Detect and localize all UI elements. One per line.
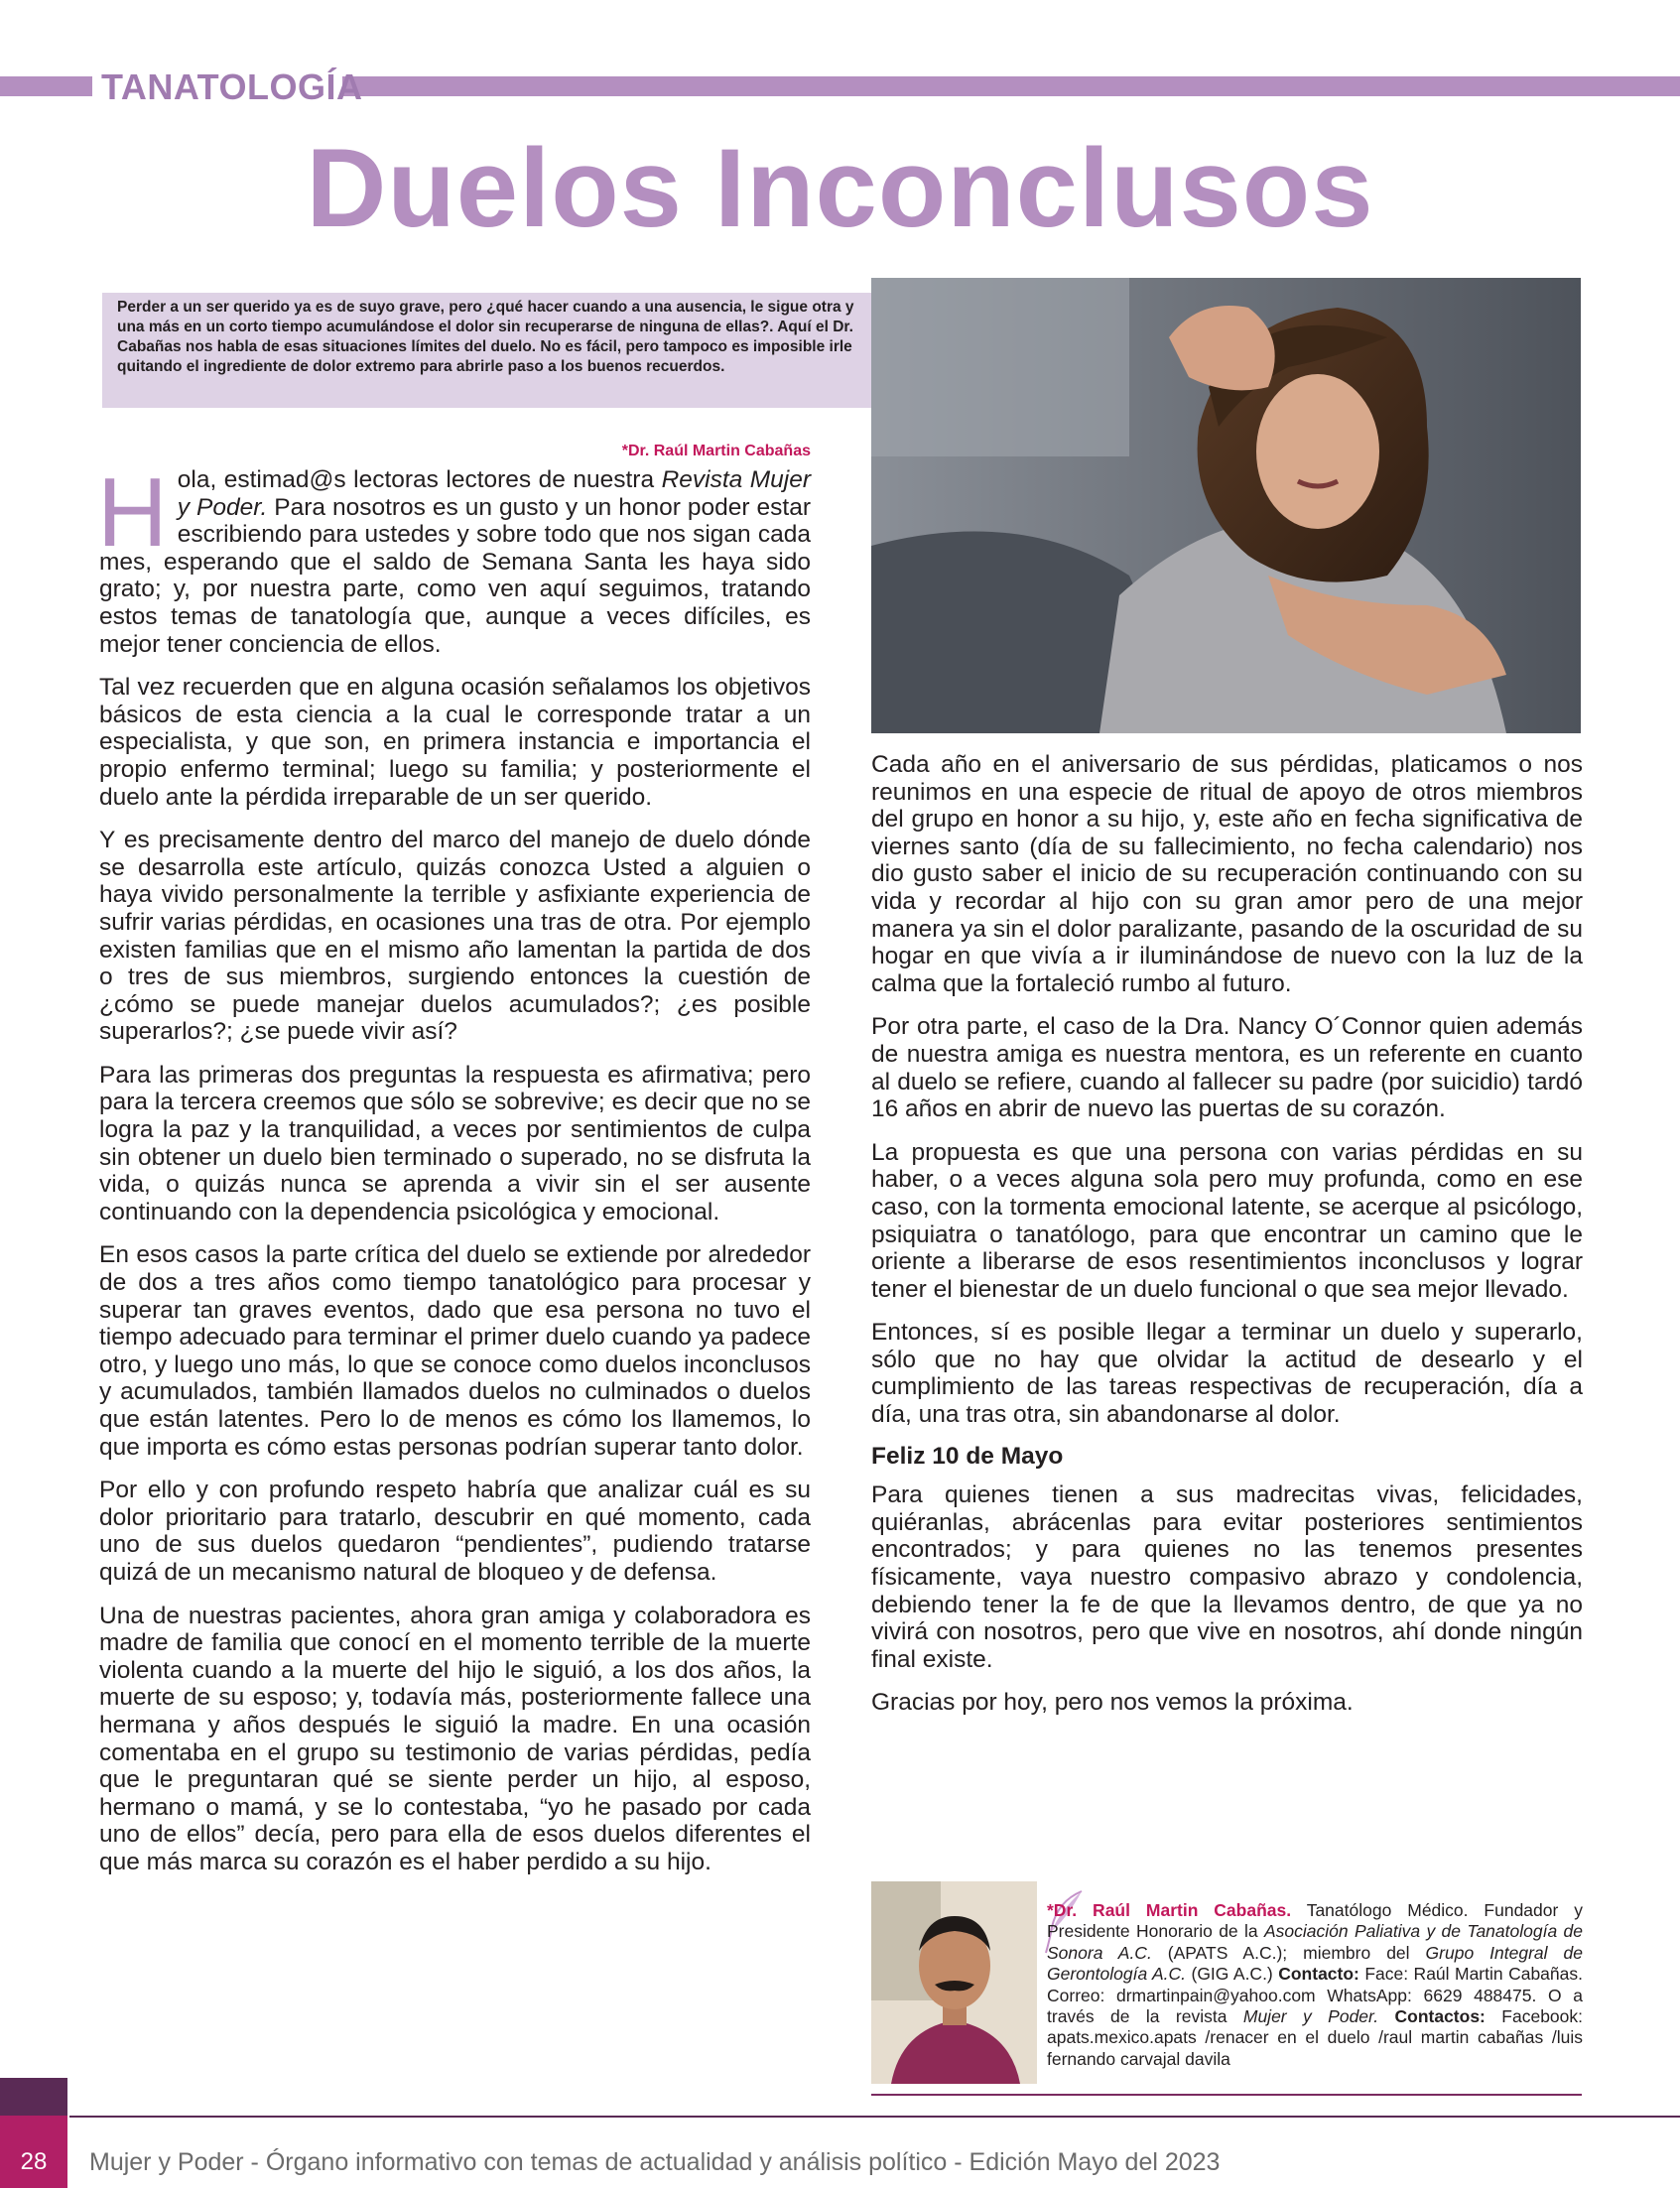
paragraph: Una de nuestras pacientes, ahora gran amiga y colaboradora es madre de familia que conocí en el momento terrible de la muerte violenta cuando a la muerte del hijo le siguió, a los dos años, la muerte de su esposo; y, todavía más, posteriormente fallece una hermana y años después le siguió la madre. En una ocasión comentaba en el grupo su testimonio de varias pérdidas, pedía que le preguntaran qué se siente perder un hijo, al esposo, hermano o mamá, y se lo contestaba, “yo he pasado por cada uno de ellos” decía, pero para ella de esos duelos diferentes el que más marca su corazón es el haber perdido a su hijo. bbox=[99, 1602, 811, 1875]
bio-text: Facebook: apats.mexico.apats /renacer en el duelo /raul martin cabañas /luis fernando carvajal davila bbox=[1047, 2006, 1584, 2069]
paragraph bbox=[97, 457, 812, 658]
right-column bbox=[871, 751, 1583, 1733]
paragraph: Cada año en el aniversario de sus pérdidas, platicamos o nos reunimos en una especie de ritual de apoyo de otros miembros del grupo en honor a su hijo, y, este año en fecha significativa de viernes santo (día de su fallecimiento, no fecha calendario) nos dio gusto saber el inicio de su recuperación continuando con su vida y recordar al hijo con su gran amor pero de una mejor manera ya sin el dolor paralizante, pasando de la oscuridad de su hogar en que vivía a ir iluminándose de nuevo con la luz de la calma que la fortaleció rumbo al futuro. bbox=[871, 751, 1583, 997]
author-name: *Dr. Raúl Martin Cabañas. bbox=[1047, 1900, 1292, 1920]
footer-text: Mujer y Poder - Órgano informativo con temas de actualidad y análisis político - Edición Mayo del 2023 bbox=[89, 2148, 1221, 2176]
author-portrait bbox=[871, 1881, 1037, 2084]
paragraph: La propuesta es que una persona con varias pérdidas en su haber, o a veces alguna sola pero muy profunda, como en ese caso, con la tormenta emocional latente, se acerque al psicólogo, psiquiatra o tanatólogo, para que encontrar un camino que le oriente a liberarse de esos resentimientos inconclusos y lograr tener el bienestar de un duelo funcional o que sea mejor llevado. bbox=[871, 1138, 1583, 1303]
paragraph: Y es precisamente dentro del marco del manejo de duelo dónde se desarrolla este artículo, quizás conozca Usted a alguien o haya vivido personalmente la terrible y asfixiante experiencia de sufrir varias pérdidas, en ocasiones una tras de otra. Por ejemplo existen familias que en el mismo año lamentan la partida de dos o tres de sus miembros, surgiendo entonces la cuestión de ¿cómo se puede manejar duelos acumulados?; ¿es posible superarlos?; ¿se puede vivir así? bbox=[99, 827, 811, 1046]
magazine-name: Revista Mujer y Poder. bbox=[177, 466, 812, 521]
bio-text: (GIG A.C.) bbox=[1186, 1964, 1279, 1985]
bio-organization: Asociación Paliativa y de Tanatología de Sonora A.C. bbox=[1047, 1921, 1583, 1963]
author-divider bbox=[871, 2094, 1582, 2096]
intro-box bbox=[102, 293, 873, 408]
subheading: Feliz 10 de Mayo bbox=[871, 1442, 1064, 1470]
section-label: TANATOLOGÍA bbox=[101, 66, 363, 107]
paragraph: Por otra parte, el caso de la Dra. Nancy O´Connor quien además de nuestra amiga es nuestra mentora, es un referente en cuanto al duelo se refiere, cuando al fallecer su padre (por suicidio) tardó 16 años en abrir de nuevo las puertas de su corazón. bbox=[871, 1013, 1583, 1123]
left-column bbox=[97, 457, 812, 1892]
intro-text: Perder a un ser querido ya es de suyo grave, pero ¿qué hacer cuando a una ausencia, le sigue otra y una más en un corto tiempo acumulándose el dolor sin recuperarse de ninguna de ellas?. Aquí el Dr. Cabañas nos habla de esas situaciones límites del duelo. No es fácil, pero tampoco es imposible irle quitando el ingrediente de dolor extremo para abrirle paso a los buenos recuerdos. bbox=[117, 299, 854, 375]
drop-cap: H bbox=[97, 457, 168, 567]
bio-text: Face: Raúl Martin Cabañas. Correo: drmartinpain@yahoo.com WhatsApp: 6629 488475. O a través de la revista bbox=[1047, 1964, 1583, 2027]
page-number: 28 bbox=[20, 2148, 48, 2175]
paragraph: Tal vez recuerden que en alguna ocasión señalamos los objetivos básicos de esta ciencia a la cual le corresponde tratar a un especialista, y que son, en primera instancia e importancia el propio enfermo terminal; luego su familia; y posteriormente el duelo ante la pérdida irreparable de un ser querido. bbox=[99, 674, 811, 811]
bio-label: Contacto: bbox=[1278, 1964, 1359, 1985]
bio-text bbox=[1378, 2006, 1394, 2026]
paragraph: Por ello y con profundo respeto habría que analizar cuál es su dolor prioritario para tratarlo, descubrir en qué momento, cada uno de sus duelos quedaron “pendientes”, pudiendo tratarse quizá de un mecanismo natural de bloqueo y de defensa. bbox=[99, 1477, 811, 1586]
article-title: Duelos Inconclusos bbox=[306, 126, 1374, 250]
section-bar-right bbox=[342, 76, 1680, 96]
grieving-woman-photo bbox=[871, 278, 1581, 733]
paragraph-text: Para nosotros es un gusto y un honor poder estar escribiendo para ustedes y sobre todo que nos sigan cada mes, esperando que el saldo de Semana Santa les haya sido grato; y, por nuestra parte, como ven aquí seguimos, tratando estos temas de tanatología que, aunque a veces difíciles, es mejor tener conciencia de ellos. bbox=[99, 493, 811, 658]
photo-illustration bbox=[871, 278, 1581, 733]
bio-text: (APATS A.C.); miembro del bbox=[1151, 1942, 1426, 1963]
paragraph-text: ola, estimad@s lectoras lectores de nuestra bbox=[177, 466, 662, 493]
bio-magazine: Mujer y Poder. bbox=[1242, 2006, 1379, 2027]
author-bio-text bbox=[1047, 1900, 1583, 2070]
paragraph: En esos casos la parte crítica del duelo se extiende por alrededor de dos a tres años como tiempo tanatológico para procesar y superar tan graves eventos, dado que esa persona no tuvo el tiempo adecuado para terminar el primer duelo cuando ya padece otro, y luego uno más, lo que se conoce como duelos inconclusos y acumulados, también llamados duelos no culminados o duelos que están latentes. Pero lo de menos es cómo los llamemos, lo que importa es cómo estas personas podrían superar tanto dolor. bbox=[99, 1241, 811, 1461]
bio-label: Contactos: bbox=[1394, 2006, 1486, 2027]
bio-text: Tanatólogo Médico. Fundador y Presidente Honorario de la bbox=[1047, 1900, 1583, 1942]
section-bar-left bbox=[0, 76, 92, 96]
paragraph: Entonces, sí es posible llegar a terminar un duelo y superarlo, sólo que no hay que olvidar la actitud de desearlo y el cumplimiento de las tareas respectivas de recuperación, día a día, una tras otra, sin abandonarse al dolor. bbox=[871, 1319, 1583, 1429]
footer-rule bbox=[69, 2116, 1680, 2118]
author-photo bbox=[871, 1881, 1037, 2084]
paragraph: Gracias por hoy, pero nos vemos la próxima. bbox=[871, 1689, 1354, 1717]
author-bio bbox=[1047, 1900, 1583, 2070]
byline: *Dr. Raúl Martin Cabañas bbox=[621, 443, 811, 459]
paragraph: Para las primeras dos preguntas la respuesta es afirmativa; pero para la tercera creemos que sólo se sobrevive; es decir que no se logra la paz y la tranquilidad, a veces por sentimientos de culpa sin obtener un duelo bien terminado o superado, no se disfruta la vida, o quizás nunca se aprenda a vivir sin el ser ausente continuando con la dependencia psicológica y emocional. bbox=[99, 1061, 811, 1225]
paragraph: Para quienes tienen a sus madrecitas vivas, felicidades, quiéranlas, abrácenlas para evitar posteriores sentimientos encontrados; y para quienes no las tenemos presentes físicamente, vaya nuestro compasivo abrazo y condolencia, debiendo tener la fe de que la llevamos dentro, de que ya no vivirá con nosotros, pero que vive en nosotros, ahí donde ningún final existe. bbox=[871, 1481, 1583, 1673]
bio-organization: Grupo Integral de Gerontología A.C. bbox=[1047, 1942, 1583, 1985]
